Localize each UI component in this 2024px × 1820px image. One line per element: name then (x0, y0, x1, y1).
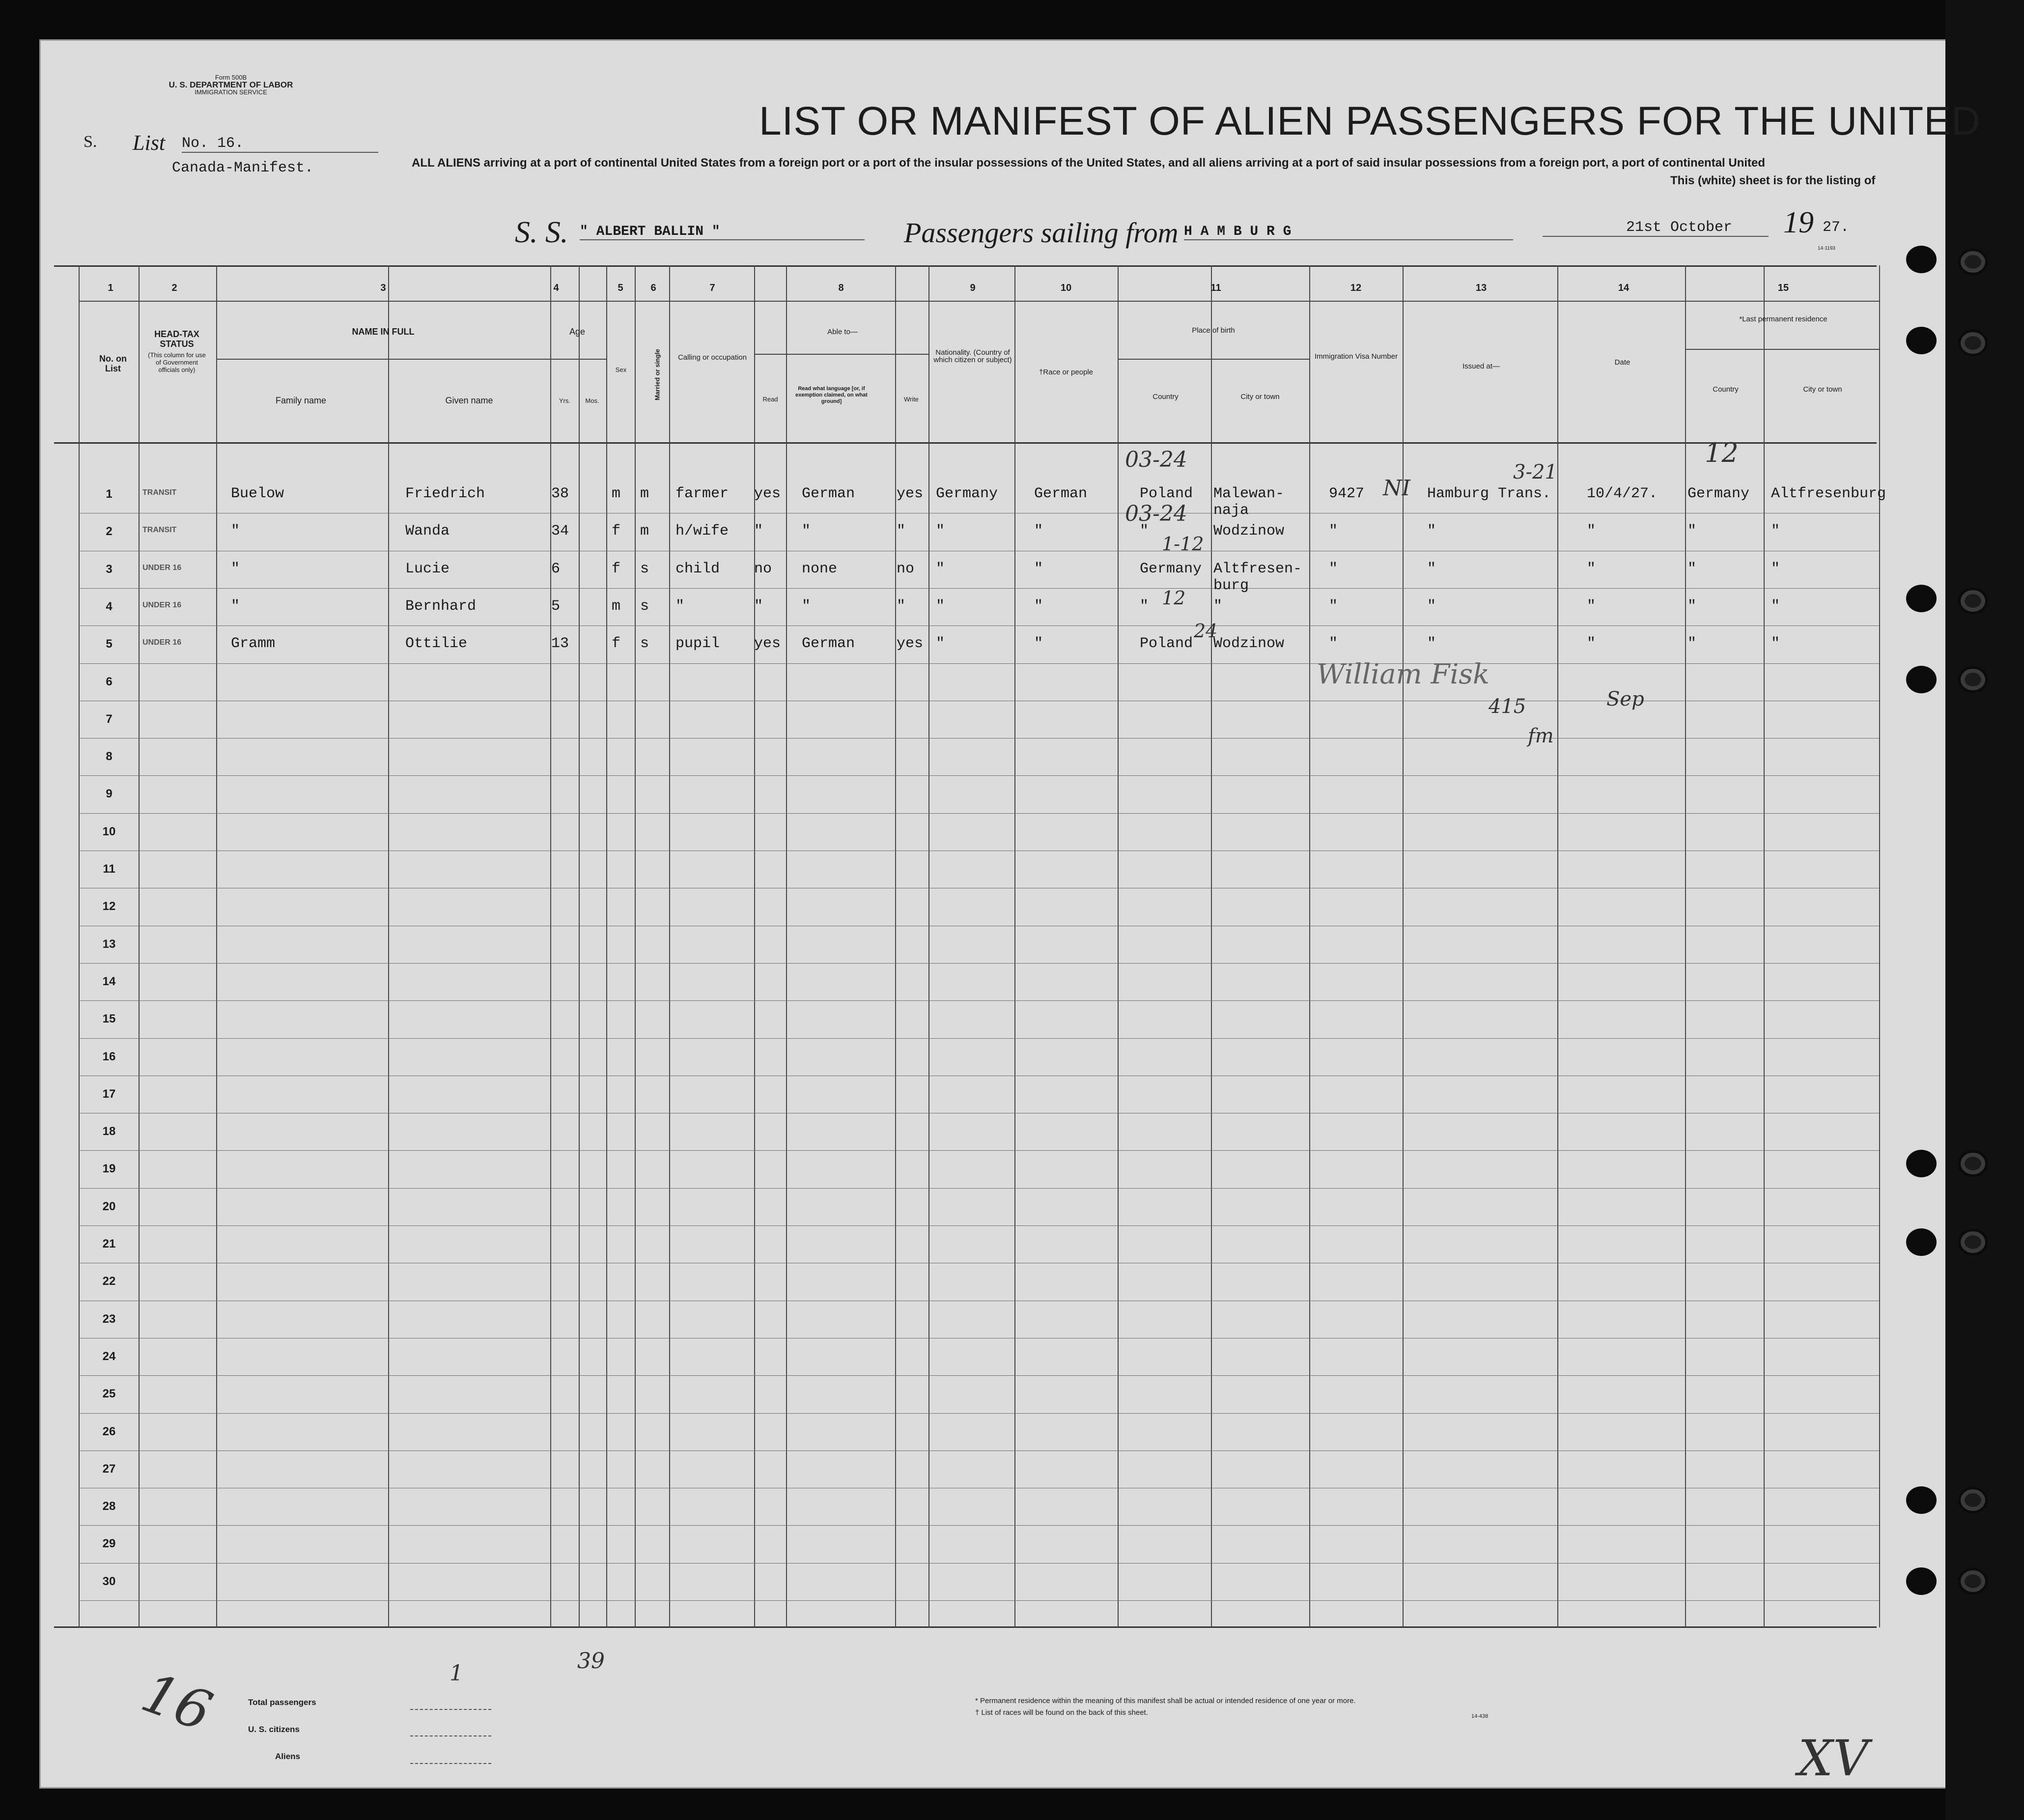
cell-sex: f (612, 635, 621, 652)
cell-issued: " (1427, 598, 1436, 615)
header-last-residence: *Last permanent residence (1739, 315, 1827, 323)
header-sub-rule (550, 359, 606, 360)
cell-occupation: h/wife (675, 523, 729, 540)
punch-hole (1906, 585, 1937, 612)
hand-note-fm: fm (1528, 725, 1554, 747)
cell-issued: " (1427, 635, 1436, 652)
colnum-7: 7 (709, 283, 715, 293)
cell-yrs: 34 (551, 523, 569, 540)
column-rule (550, 265, 551, 1627)
footer-residence-note: * Permanent residence within the meaning of this manifest shall be actual or intended residence of one year or more. (975, 1697, 1356, 1705)
row-rule (79, 1563, 1879, 1564)
cell-read: yes (754, 485, 781, 502)
year-suffix: 27. (1823, 219, 1850, 236)
row-number: 28 (102, 1500, 116, 1513)
print-code: 14-1193 (1818, 246, 1835, 251)
row-number: 27 (102, 1462, 116, 1476)
header-place-of-birth: Place of birth (1192, 326, 1235, 335)
column-rule (579, 265, 580, 1627)
table-bottom-rule (54, 1626, 1877, 1628)
row-rule (79, 1413, 1879, 1414)
cell-visa: 9427 (1329, 485, 1365, 502)
cell-read: " (754, 523, 763, 540)
colnum-3: 3 (380, 283, 386, 293)
colnum-13: 13 (1475, 283, 1487, 293)
punch-hole (1906, 666, 1937, 693)
cell-race: " (1034, 635, 1043, 652)
header-sub-rule (79, 301, 1879, 302)
row-rule (79, 588, 1879, 589)
row-rule (79, 1525, 1879, 1526)
column-rule (1685, 265, 1686, 1627)
header-head-tax-note: (This column for use of Government officials only) (148, 351, 206, 373)
cell-language: German (802, 485, 855, 502)
row-number: 22 (102, 1275, 116, 1288)
colnum-1: 1 (108, 283, 113, 293)
list-prefix: S. (84, 133, 97, 151)
cell-write: yes (897, 485, 924, 502)
cell-res-city: " (1771, 635, 1780, 652)
hand-issued-mark: 3-21 (1513, 461, 1557, 483)
table-top-rule (54, 265, 1877, 267)
row-rule (79, 1000, 1879, 1001)
row-rule (79, 1600, 1879, 1601)
header-birth-city: City or town (1240, 393, 1280, 401)
colnum-4: 4 (553, 283, 559, 293)
cell-birth-city: Wodzinow (1213, 523, 1285, 540)
header-no-on-list: No. on List (99, 354, 127, 373)
cell-given: Ottilie (405, 635, 468, 652)
service-name: IMMIGRATION SERVICE (195, 88, 267, 96)
colnum-9: 9 (970, 283, 976, 293)
hand-row3-mark: 1-12 (1162, 533, 1204, 555)
row-rule (79, 775, 1879, 776)
header-family-name: Family name (275, 396, 327, 405)
sailing-label: Passengers sailing from (904, 217, 1179, 249)
colnum-11: 11 (1210, 283, 1221, 293)
cell-birth-country: Poland (1140, 635, 1193, 652)
punch-hole (1958, 1150, 1988, 1177)
cell-given: Wanda (405, 523, 450, 540)
cell-date: " (1587, 523, 1596, 540)
cell-date: " (1587, 635, 1596, 652)
row-number: 3 (106, 563, 112, 576)
row-number: 1 (106, 487, 112, 501)
column-rule (754, 265, 755, 1627)
cell-res-country: Germany (1687, 485, 1750, 502)
row-rule (79, 1375, 1879, 1376)
row-number: 26 (102, 1425, 116, 1438)
page-edge (1945, 0, 2024, 1820)
cell-family: " (231, 598, 240, 615)
hand-note-date: Sep (1606, 688, 1644, 711)
ss-label: S. S. (515, 216, 568, 249)
row-number: 16 (102, 1050, 116, 1063)
hand-code-row1: 03-24 (1125, 447, 1187, 472)
row-rule (79, 1225, 1879, 1226)
header-given-name: Given name (445, 396, 493, 405)
hand-corner-mark: XV (1798, 1730, 1869, 1787)
form-header (138, 74, 324, 96)
list-number: No. 16. (182, 135, 378, 153)
cell-nationality: Germany (936, 485, 998, 502)
cell-birth-city: " (1213, 598, 1223, 615)
cell-res-country: " (1687, 635, 1697, 652)
header-res-country: Country (1713, 385, 1739, 394)
cell-nationality: " (936, 523, 945, 540)
subtitle-line2: This (white) sheet is for the listing of (1670, 174, 1876, 187)
header-sub-rule (1118, 359, 1309, 360)
colnum-12: 12 (1350, 283, 1362, 293)
column-rule (635, 265, 636, 1627)
colnum-10: 10 (1060, 283, 1072, 293)
manifest-sheet (39, 39, 1955, 1789)
footer-citizens-line (410, 1735, 491, 1736)
punch-hole (1906, 1228, 1937, 1256)
row-number: 24 (102, 1350, 116, 1363)
header-issued-at: Issued at— (1462, 362, 1500, 370)
cell-sex: m (612, 598, 621, 615)
row-number: 19 (102, 1162, 116, 1175)
cell-stamp: UNDER 16 (142, 564, 182, 572)
column-rule (1879, 265, 1880, 1627)
cell-birth-country: " (1140, 523, 1149, 540)
cell-language: German (802, 635, 855, 652)
cell-res-city: " (1771, 598, 1780, 615)
row-rule (79, 738, 1879, 739)
header-sub-rule (216, 359, 606, 360)
cell-visa: " (1329, 523, 1338, 540)
row-number: 30 (102, 1575, 116, 1588)
header-sex: Sex (615, 366, 627, 373)
cell-yrs: 5 (551, 598, 561, 615)
row-number: 4 (106, 600, 112, 613)
row-rule (79, 1038, 1879, 1039)
cell-marital: m (640, 485, 649, 502)
hand-count: 39 (577, 1649, 605, 1674)
cell-date: " (1587, 561, 1596, 577)
cell-res-country: " (1687, 523, 1697, 540)
punch-hole (1958, 1567, 1988, 1595)
cell-write: no (897, 561, 915, 577)
row-rule (79, 813, 1879, 814)
cell-nationality: " (936, 598, 945, 615)
punch-hole (1958, 587, 1988, 615)
row-rule (79, 1450, 1879, 1451)
cell-stamp: TRANSIT (142, 488, 177, 497)
cell-birth-city: Malewan- (1213, 485, 1285, 502)
cell-sex: f (612, 561, 621, 577)
cell-read: yes (754, 635, 781, 652)
row-rule (79, 963, 1879, 964)
cell-birth-city: Altfresen- (1213, 561, 1302, 577)
row-number: 11 (103, 862, 115, 876)
cell-language: " (802, 598, 811, 615)
cell-race: " (1034, 561, 1043, 577)
punch-hole (1958, 666, 1988, 693)
column-rule (928, 265, 929, 1627)
cell-stamp: UNDER 16 (142, 638, 182, 647)
row-number: 5 (106, 637, 112, 651)
row-number: 17 (102, 1087, 116, 1101)
punch-hole (1958, 1228, 1988, 1256)
cell-family: " (231, 523, 240, 540)
cell-sex: m (612, 485, 621, 502)
footer-citizens-label: U. S. citizens (248, 1725, 300, 1734)
ship-name: " ALBERT BALLIN " (580, 224, 865, 240)
cell-yrs: 13 (551, 635, 569, 652)
cell-visa: " (1329, 635, 1338, 652)
row-number: 29 (102, 1537, 116, 1550)
cell-date: 10/4/27. (1587, 485, 1658, 502)
column-rule (786, 265, 787, 1627)
header-married: Married or single (653, 349, 661, 400)
row-number: 15 (102, 1012, 116, 1025)
cell-marital: s (640, 598, 649, 615)
hand-signature: William Fisk (1317, 658, 1490, 690)
footer-races-note: † List of races will be found on the back of this sheet. (975, 1708, 1148, 1717)
punch-hole (1958, 329, 1988, 357)
cell-occupation: farmer (675, 485, 729, 502)
punch-hole (1906, 1486, 1937, 1514)
hand-note-415: 415 (1489, 695, 1526, 718)
colnum-6: 6 (650, 283, 656, 293)
row-number: 20 (102, 1200, 116, 1213)
row-number: 8 (106, 750, 112, 763)
row-rule (79, 663, 1879, 664)
header-race: †Race or people (1039, 368, 1094, 376)
cell-occupation: child (675, 561, 720, 577)
cell-given: Lucie (405, 561, 450, 577)
header-name-in-full: NAME IN FULL (352, 327, 415, 337)
cell-write: " (897, 598, 906, 615)
cell-family: " (231, 561, 240, 577)
header-read: Read (762, 396, 778, 403)
cell-read: " (754, 598, 763, 615)
header-nationality: Nationality. (Country of which citizen or subject) (933, 348, 1012, 364)
cell-given: Bernhard (405, 598, 477, 615)
row-number: 12 (102, 900, 116, 913)
cell-stamp: TRANSIT (142, 526, 177, 534)
cell-res-city: " (1771, 523, 1780, 540)
footer-total-line (410, 1709, 491, 1710)
cell-occupation: " (675, 598, 685, 615)
column-rule (388, 265, 389, 1627)
list-label: List (133, 131, 166, 155)
column-rule (79, 265, 80, 1627)
header-birth-country: Country (1153, 393, 1179, 401)
cell-birth-city: Wodzinow (1213, 635, 1285, 652)
cell-birth-city-cont: burg (1213, 577, 1249, 594)
cell-write: " (897, 523, 906, 540)
footer-total-label: Total passengers (248, 1698, 316, 1707)
punch-hole (1958, 1486, 1988, 1514)
cell-language: none (802, 561, 838, 577)
cell-visa: " (1329, 598, 1338, 615)
row-number: 25 (102, 1387, 116, 1400)
footer-code: 14-438 (1471, 1713, 1489, 1719)
hand-code-row2: 03-24 (1125, 501, 1187, 526)
row-number: 6 (106, 675, 112, 688)
cell-birth-country: Poland (1140, 485, 1193, 502)
cell-family: Gramm (231, 635, 276, 652)
cell-res-city: Altfresenburg (1771, 485, 1886, 502)
cell-write: yes (897, 635, 924, 652)
hand-tick: 1 (450, 1661, 463, 1686)
departure-port: H A M B U R G (1184, 224, 1513, 240)
column-rule (1309, 265, 1310, 1627)
row-number: 18 (102, 1125, 116, 1138)
column-rule (216, 265, 217, 1627)
column-rule (1014, 265, 1015, 1627)
hand-visa-mark: NI (1383, 476, 1410, 501)
column-rule (895, 265, 896, 1627)
cell-res-country: " (1687, 598, 1697, 615)
header-age: Age (569, 327, 586, 337)
row-rule (79, 1188, 1879, 1189)
manifest-title: LIST OR MANIFEST OF ALIEN PASSENGERS FOR THE UNITED (759, 99, 1981, 143)
cell-race: " (1034, 523, 1043, 540)
header-sub-rule (1685, 349, 1879, 350)
cell-language: " (802, 523, 811, 540)
cell-nationality: " (936, 561, 945, 577)
cell-birth-country: " (1140, 598, 1149, 615)
subtitle-line1: ALL ALIENS arriving at a port of continental United States from a foreign port or a port of the insular possessions of the United States, and all aliens arriving at a port of said insular possessions from a foreign port, a port of continental United (412, 156, 1766, 170)
cell-yrs: 38 (551, 485, 569, 502)
header-calling: Calling or occupation (677, 353, 747, 362)
header-read-language: Read what language [or, if exemption claimed, on what ground] (795, 386, 868, 404)
cell-family: Buelow (231, 485, 284, 502)
header-sub-rule (754, 354, 928, 355)
cell-res-city: " (1771, 561, 1780, 577)
cell-yrs: 6 (551, 561, 561, 577)
colnum-14: 14 (1618, 283, 1630, 293)
column-rule (1403, 265, 1404, 1627)
cell-issued: " (1427, 523, 1436, 540)
header-able-to: Able to— (827, 328, 858, 336)
row-number: 14 (102, 975, 116, 988)
hand-page-mark: 16 (134, 1660, 220, 1744)
cell-issued: " (1427, 561, 1436, 577)
header-write: Write (903, 396, 919, 403)
footer-aliens-label: Aliens (275, 1752, 301, 1761)
column-rule (1557, 265, 1558, 1627)
cell-marital: s (640, 635, 649, 652)
hand-row4-mark: 12 (1162, 587, 1186, 609)
hand-residence-mark: 12 (1705, 437, 1739, 468)
row-number: 7 (106, 712, 112, 726)
sailing-date: 21st October (1543, 219, 1769, 237)
column-rule (606, 265, 607, 1627)
row-number: 2 (106, 525, 112, 538)
colnum-2: 2 (171, 283, 177, 293)
cell-race: " (1034, 598, 1043, 615)
colnum-15: 15 (1777, 283, 1789, 293)
cell-date: " (1587, 598, 1596, 615)
cell-marital: s (640, 561, 649, 577)
cell-stamp: UNDER 16 (142, 601, 182, 609)
row-number: 23 (102, 1312, 116, 1326)
cell-race: German (1034, 485, 1088, 502)
header-head-tax: HEAD-TAX STATUS (154, 329, 199, 349)
department-name: U. S. DEPARTMENT OF LABOR (169, 80, 293, 89)
punch-hole (1906, 327, 1937, 354)
column-rule (139, 265, 140, 1627)
punch-hole (1906, 1567, 1937, 1595)
cell-sex: f (612, 523, 621, 540)
cell-given: Friedrich (405, 485, 485, 502)
cell-birth-city-cont: naja (1213, 502, 1249, 519)
cell-occupation: pupil (675, 635, 720, 652)
punch-hole (1906, 1150, 1937, 1177)
row-number: 13 (102, 938, 116, 951)
cell-res-country: " (1687, 561, 1697, 577)
header-res-city: City or town (1803, 385, 1842, 394)
header-mos: Mos. (585, 397, 599, 404)
punch-hole (1958, 248, 1988, 276)
punch-hole (1906, 246, 1937, 273)
colnum-8: 8 (838, 283, 844, 293)
column-rule (1118, 265, 1119, 1627)
column-rule (669, 265, 670, 1627)
row-number: 10 (102, 825, 116, 838)
header-date: Date (1614, 358, 1630, 367)
form-number: Form 500B (215, 74, 247, 81)
cell-read: no (754, 561, 772, 577)
row-rule (79, 1150, 1879, 1151)
cell-birth-country: Germany (1140, 561, 1202, 577)
manifest-type: Canada-Manifest. (172, 160, 314, 176)
cell-issued: Hamburg Trans. (1427, 485, 1551, 502)
header-visa: Immigration Visa Number (1315, 352, 1398, 361)
row-number: 21 (102, 1237, 116, 1251)
cell-nationality: " (936, 635, 945, 652)
row-number: 9 (106, 787, 112, 800)
header-yrs: Yrs. (559, 397, 571, 404)
column-rule (1211, 265, 1212, 1627)
column-rule (1764, 265, 1765, 1627)
cell-visa: " (1329, 561, 1338, 577)
footer-aliens-line (410, 1763, 491, 1764)
colnum-5: 5 (618, 283, 623, 293)
cell-marital: m (640, 523, 649, 540)
header-bottom-rule (54, 442, 1877, 444)
year-prefix: 19 (1783, 206, 1814, 239)
hand-row5-mark: 24 (1194, 620, 1218, 642)
